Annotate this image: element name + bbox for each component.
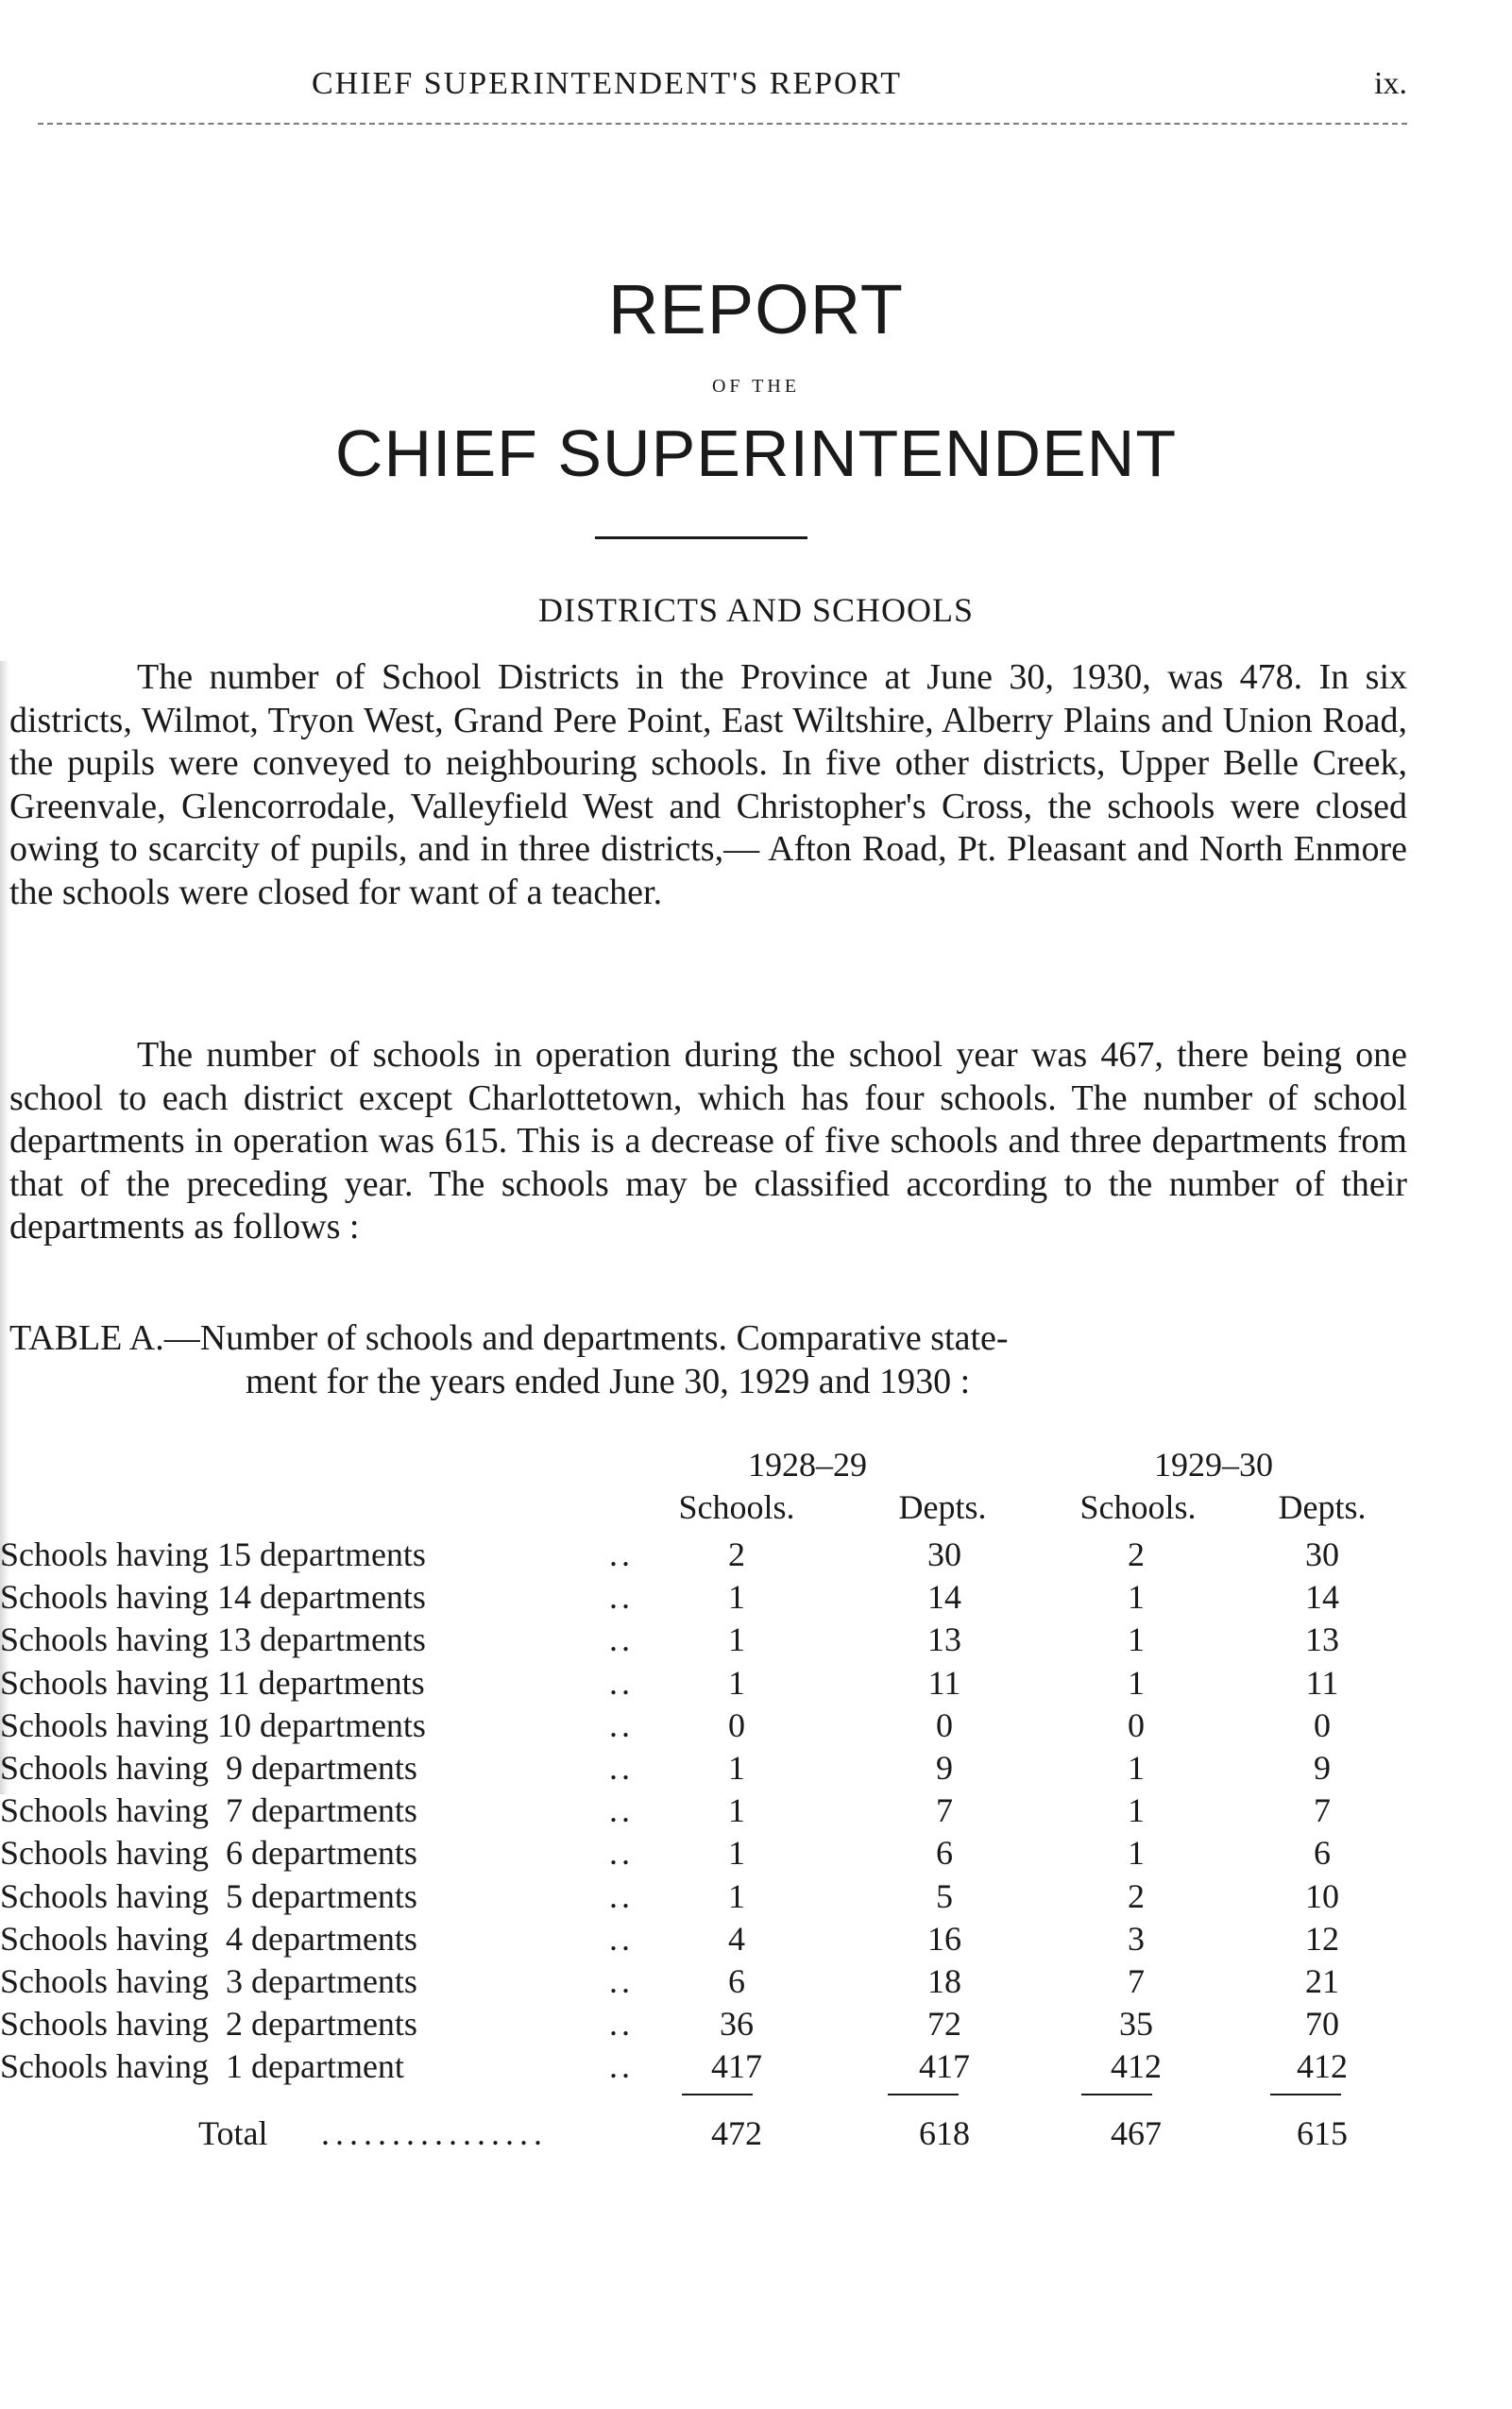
cell-depts-1929: 417 bbox=[919, 2047, 970, 2086]
cell-depts-1930: 0 bbox=[1314, 1705, 1331, 1744]
cell-depts-1929: 6 bbox=[936, 1834, 953, 1873]
table-caption-line2: ment for the years ended June 30, 1929 and 1930 : bbox=[246, 1361, 971, 1401]
table-row bbox=[0, 1535, 1407, 1577]
row-label: Schools having 1 department bbox=[0, 2047, 404, 2086]
row-leader: .. bbox=[609, 1663, 634, 1702]
row-leader: .. bbox=[609, 1578, 634, 1617]
cell-schools-1930: 1 bbox=[1128, 1834, 1145, 1873]
cell-schools-1930: 1 bbox=[1128, 1663, 1145, 1702]
row-label: Schools having 14 departments bbox=[0, 1578, 426, 1617]
cell-schools-1930: 7 bbox=[1128, 1961, 1145, 2000]
row-label: Schools having 5 departments bbox=[0, 1876, 417, 1915]
paragraph-districts: The number of School Districts in the Province at June 30, 1930, was 478. In six districts, Wilmot, Tryon West, Grand Pere Point, East Wiltshire, Alberry Plains and Union Road, the pupils were conveyed to neighbouring schools. In five other districts, Upper Belle Creek, Greenvale, Glencorrodale, Valleyfield West and Christopher's Cross, the schools were closed owing to scarcity of pupils, and in three districts,— Afton Road, Pt. Pleasant and North Enmore the schools were closed for want of a teacher. bbox=[9, 657, 1407, 912]
cell-depts-1930: 7 bbox=[1314, 1791, 1331, 1830]
cell-schools-1929: 1 bbox=[728, 1876, 745, 1915]
cell-schools-1930: 1 bbox=[1128, 1748, 1145, 1787]
row-leader: .. bbox=[609, 1535, 634, 1573]
row-leader: .. bbox=[609, 2005, 634, 2044]
cell-depts-1929: 16 bbox=[927, 1919, 961, 1958]
table-row bbox=[0, 2046, 1407, 2089]
total-label: Total bbox=[198, 2114, 268, 2152]
cell-schools-1929: 6 bbox=[728, 1961, 745, 2000]
cell-depts-1930: 10 bbox=[1305, 1876, 1339, 1915]
table-row bbox=[0, 1833, 1407, 1875]
cell-schools-1929: 4 bbox=[728, 1919, 745, 1958]
running-title: CHIEF SUPERINTENDENT'S REPORT bbox=[312, 66, 903, 101]
cell-depts-1930: 13 bbox=[1305, 1620, 1339, 1659]
total-row bbox=[0, 2113, 1407, 2161]
sum-rule bbox=[1270, 2094, 1341, 2095]
table-row bbox=[0, 1620, 1407, 1662]
cell-schools-1929: 1 bbox=[728, 1578, 745, 1617]
cell-schools-1930: 1 bbox=[1128, 1791, 1145, 1830]
row-label: Schools having 13 departments bbox=[0, 1620, 426, 1659]
row-leader: .. bbox=[609, 1919, 634, 1958]
table-row bbox=[0, 1961, 1407, 2004]
cell-schools-1930: 2 bbox=[1128, 1876, 1145, 1915]
column-header-schools-1929: Schools. bbox=[678, 1488, 795, 1526]
cell-schools-1929: 1 bbox=[728, 1620, 745, 1659]
row-label: Schools having 10 departments bbox=[0, 1705, 426, 1744]
title-chief-superintendent: CHIEF SUPERINTENDENT bbox=[334, 416, 1178, 490]
row-label: Schools having 11 departments bbox=[0, 1663, 425, 1702]
cell-depts-1929: 0 bbox=[936, 1705, 953, 1744]
sum-rule bbox=[888, 2094, 959, 2095]
cell-schools-1929: 1 bbox=[728, 1791, 745, 1830]
cell-schools-1930: 2 bbox=[1128, 1535, 1145, 1573]
row-leader: .. bbox=[609, 2047, 634, 2086]
cell-depts-1930: 30 bbox=[1305, 1535, 1339, 1573]
cell-schools-1929: 0 bbox=[728, 1705, 745, 1744]
row-leader: .. bbox=[609, 1791, 634, 1830]
cell-schools-1930: 1 bbox=[1128, 1620, 1145, 1659]
total-depts-1929: 618 bbox=[919, 2114, 970, 2152]
row-label: Schools having 9 departments bbox=[0, 1748, 417, 1787]
cell-depts-1930: 12 bbox=[1305, 1919, 1339, 1958]
row-label: Schools having 6 departments bbox=[0, 1834, 417, 1873]
cell-schools-1929: 1 bbox=[728, 1663, 745, 1702]
row-leader: .. bbox=[609, 1705, 634, 1744]
sum-rule bbox=[1081, 2094, 1152, 2095]
cell-schools-1930: 412 bbox=[1111, 2047, 1162, 2086]
cell-depts-1929: 13 bbox=[927, 1620, 961, 1659]
row-leader: .. bbox=[609, 1748, 634, 1787]
cell-depts-1929: 9 bbox=[936, 1748, 953, 1787]
cell-depts-1930: 412 bbox=[1297, 2047, 1348, 2086]
cell-depts-1930: 14 bbox=[1305, 1578, 1339, 1617]
cell-depts-1929: 11 bbox=[927, 1663, 961, 1702]
row-label: Schools having 2 departments bbox=[0, 2005, 417, 2044]
period-heading-1929-30: 1929–30 bbox=[1154, 1446, 1273, 1484]
table-row bbox=[0, 1790, 1407, 1833]
table-row bbox=[0, 1919, 1407, 1961]
cell-schools-1929: 1 bbox=[728, 1748, 745, 1787]
row-leader: .. bbox=[609, 1961, 634, 2000]
row-leader: .. bbox=[609, 1834, 634, 1873]
title-report: REPORT bbox=[607, 270, 905, 348]
cell-depts-1930: 11 bbox=[1305, 1663, 1339, 1702]
column-header-depts-1930: Depts. bbox=[1278, 1488, 1367, 1526]
section-heading: DISTRICTS AND SCHOOLS bbox=[537, 591, 975, 629]
table-row bbox=[0, 1705, 1407, 1748]
cell-schools-1930: 1 bbox=[1128, 1578, 1145, 1617]
total-depts-1930: 615 bbox=[1297, 2114, 1348, 2152]
cell-schools-1929: 1 bbox=[728, 1834, 745, 1873]
cell-schools-1930: 0 bbox=[1128, 1705, 1145, 1744]
table-caption-line1: TABLE A.—Number of schools and departments. Comparative state- bbox=[9, 1318, 1009, 1358]
cell-schools-1929: 36 bbox=[720, 2005, 754, 2044]
page-number: ix. bbox=[1374, 66, 1407, 101]
row-leader: .. bbox=[609, 1876, 634, 1915]
cell-schools-1929: 417 bbox=[711, 2047, 762, 2086]
cell-depts-1929: 18 bbox=[927, 1961, 961, 2000]
cell-depts-1930: 70 bbox=[1305, 2005, 1339, 2044]
table-row bbox=[0, 1577, 1407, 1620]
title-rule bbox=[595, 536, 807, 539]
cell-depts-1929: 5 bbox=[936, 1876, 953, 1915]
row-label: Schools having 4 departments bbox=[0, 1919, 417, 1958]
period-heading-1928-29: 1928–29 bbox=[748, 1446, 867, 1484]
header-dashed-rule bbox=[38, 123, 1407, 125]
table-row bbox=[0, 1748, 1407, 1790]
running-head bbox=[0, 66, 1407, 123]
cell-depts-1929: 7 bbox=[936, 1791, 953, 1830]
table-row bbox=[0, 1663, 1407, 1705]
row-leader: .. bbox=[609, 1620, 634, 1659]
cell-schools-1930: 35 bbox=[1119, 2005, 1153, 2044]
table-row bbox=[0, 1876, 1407, 1919]
cell-depts-1930: 21 bbox=[1305, 1961, 1339, 2000]
cell-depts-1930: 9 bbox=[1314, 1748, 1331, 1787]
table-row bbox=[0, 2004, 1407, 2046]
cell-schools-1929: 2 bbox=[728, 1535, 745, 1573]
total-leader: ................ bbox=[321, 2114, 548, 2152]
column-header-schools-1930: Schools. bbox=[1079, 1488, 1197, 1526]
column-header-depts-1929: Depts. bbox=[898, 1488, 987, 1526]
schools-departments-table bbox=[0, 1535, 1407, 2089]
total-schools-1930: 467 bbox=[1111, 2114, 1162, 2152]
paragraph-schools: The number of schools in operation during the school year was 467, there being one school to each district except Charlottetown, which has four schools. The number of school departments in operation was 615. This is a decrease of five schools and three departments from that of the preceding year. The schools may be classified according to the number of their departments as follows : bbox=[9, 1035, 1407, 1247]
cell-schools-1930: 3 bbox=[1128, 1919, 1145, 1958]
cell-depts-1929: 14 bbox=[927, 1578, 961, 1617]
table-caption bbox=[9, 1317, 1407, 1403]
sum-rule bbox=[682, 2094, 753, 2095]
total-schools-1929: 472 bbox=[711, 2114, 762, 2152]
row-label: Schools having 15 departments bbox=[0, 1535, 426, 1573]
cell-depts-1929: 30 bbox=[927, 1535, 961, 1573]
cell-depts-1929: 72 bbox=[927, 2005, 961, 2044]
title-of-the: OF THE bbox=[711, 376, 801, 397]
row-label: Schools having 7 departments bbox=[0, 1791, 417, 1830]
row-label: Schools having 3 departments bbox=[0, 1961, 417, 2000]
cell-depts-1930: 6 bbox=[1314, 1834, 1331, 1873]
